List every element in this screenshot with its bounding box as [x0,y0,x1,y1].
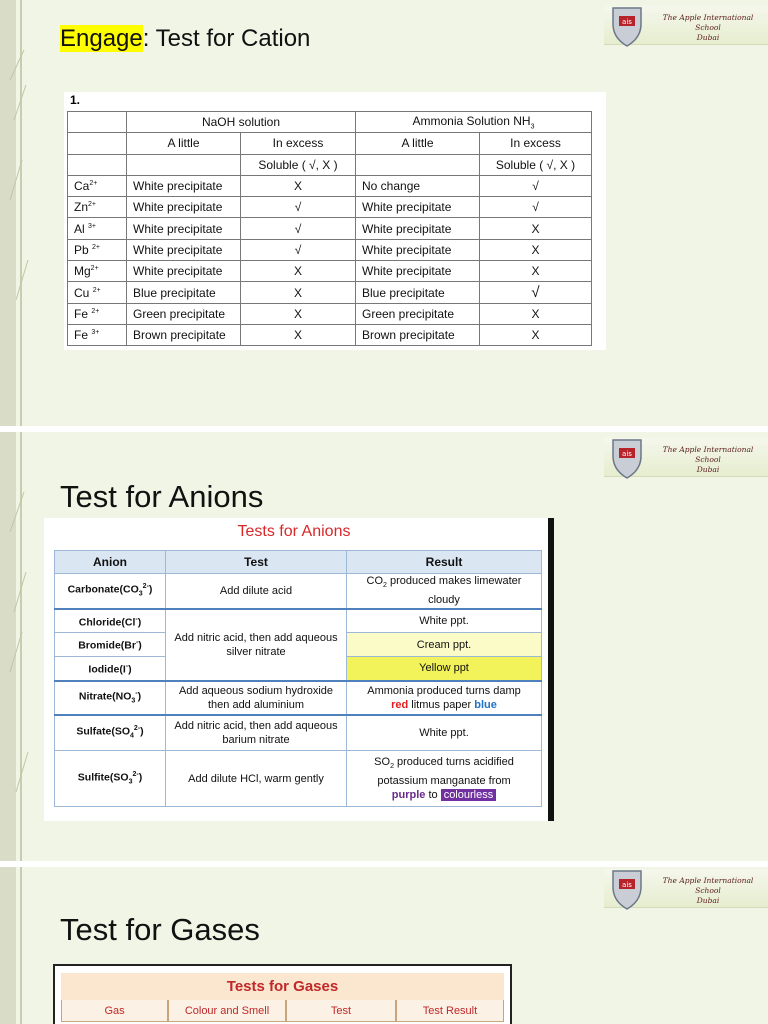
gas-header: Gas [61,1000,168,1022]
slide-anions [0,432,768,861]
arrow-decoration-icon [6,472,34,852]
naoh-little-cell: White precipitate [127,261,241,282]
table-row: Iodide(I-) Yellow ppt [55,657,542,681]
nh3-little-header: A little [356,133,480,154]
table-row [68,218,592,239]
anion-table-title: Tests for Anions [237,523,351,540]
cation-table-image [64,92,606,350]
table-row [68,239,592,260]
ammonia-header: Ammonia Solution $NH_3$ [356,112,592,133]
table-row [68,133,592,154]
nh3-little-cell: White precipitate [356,261,480,282]
naoh-excess-cell: X [241,261,356,282]
table-row: $Sulfate(SO_4^{2-})$ Add nitric acid, then add aqueous barium nitrate White ppt. [55,715,542,751]
nh3-little-cell: Green precipitate [356,303,480,324]
page-title: Test for Gases [60,912,260,947]
table-row: $Carbonate(CO_3^{2-})$ Add dilute acid $CO_2$ produced makes limewater cloudy [55,574,542,609]
naoh-little-cell: White precipitate [127,197,241,218]
naoh-little-cell: White precipitate [127,175,241,196]
table-row [68,175,592,196]
table-row [68,324,592,345]
soluble-header: Soluble ( √, X ) [241,154,356,175]
slide-left-line [20,867,22,1024]
naoh-excess-header: In excess [241,133,356,154]
anion-table-image [44,518,554,821]
nh3-excess-header: In excess [480,133,592,154]
shield-label: ais [622,881,632,889]
nh3-little-cell: White precipitate [356,197,480,218]
naoh-excess-cell: X [241,324,356,345]
question-number: 1. [70,93,81,107]
ion-cell: Fe $^{2+}$ [68,303,127,324]
naoh-excess-cell: √ [241,239,356,260]
page-title: Test for Anions [60,479,264,514]
naoh-little-header: A little [127,133,241,154]
naoh-little-cell: Green precipitate [127,303,241,324]
shield-label: ais [622,18,632,26]
table-row [68,154,592,175]
ion-cell: Al $^{3+}$ [68,218,127,239]
ion-cell: Cu $^{2+}$ [68,282,127,303]
nh3-excess-cell: X [480,324,592,345]
nh3-excess-cell: √ [480,282,592,303]
naoh-excess-cell: X [241,175,356,196]
table-row [68,197,592,218]
school-logo [604,867,768,911]
nh3-little-cell: Brown precipitate [356,324,480,345]
gas-table-header [61,1000,504,1022]
school-name: The Apple International School [662,13,754,32]
gas-table-title: Tests for Gases [61,973,504,1000]
ion-cell: Pb $^{2+}$ [68,239,127,260]
halide-test-cell: Add nitric acid, then add aqueous silver nitrate [166,609,347,681]
ion-cell: $Zn^{2+}$ [68,197,127,218]
ion-cell: $Ca^{2+}$ [68,175,127,196]
table-header-row: Anion Test Result [55,551,542,574]
table-row [68,303,592,324]
shield-icon [608,867,646,911]
shield-label: ais [622,450,632,458]
nh3-little-cell: White precipitate [356,239,480,260]
title-rest: : Test for Cation [142,25,311,52]
naoh-excess-cell: √ [241,218,356,239]
nh3-excess-cell: X [480,218,592,239]
gas-table-image [53,964,512,1024]
naoh-excess-cell: X [241,282,356,303]
school-logo [604,4,768,48]
nh3-little-cell: White precipitate [356,218,480,239]
cation-table [67,111,592,346]
soluble-header: Soluble ( √, X ) [480,154,592,175]
naoh-little-cell: White precipitate [127,218,241,239]
school-name: The Apple International School [662,445,754,464]
shield-icon [608,4,646,48]
nh3-excess-cell: X [480,261,592,282]
colour-smell-header: Colour and Smell [168,1000,286,1022]
table-row: Bromide(Br-) Cream ppt. [55,633,542,657]
nh3-excess-cell: √ [480,175,592,196]
ion-cell: Fe $^{3+}$ [68,324,127,345]
table-row: $Sulfite(SO_3^{2-})$ Add dilute HCl, warm gently $SO_2$ produced turns acidified potassium manganate from purple to colourless [55,751,542,807]
table-row: Chloride(Cl-) Add nitric acid, then add aqueous silver nitrate White ppt. [55,609,542,633]
arrow-decoration-icon [6,40,34,400]
ion-cell: $Mg^{2+}$ [68,261,127,282]
title-highlight: Engage [60,25,143,52]
nh3-little-cell: No change [356,175,480,196]
school-city: Dubai [696,896,720,905]
table-row: $Nitrate(NO_3^-)$ Add aqueous sodium hydroxide then add aluminium Ammonia produced turns damp red litmus paper blue [55,681,542,715]
table-row [68,112,592,133]
nh3-little-cell: Blue precipitate [356,282,480,303]
school-city: Dubai [696,465,720,474]
naoh-header: NaOH solution [127,112,356,133]
slide-cation [0,0,768,426]
naoh-excess-cell: X [241,303,356,324]
slide-left-bar [0,867,16,1024]
image-edge [548,518,554,821]
shield-icon [608,436,646,480]
naoh-little-cell: White precipitate [127,239,241,260]
nh3-excess-cell: √ [480,197,592,218]
test-result-header: Test Result [396,1000,504,1022]
naoh-little-cell: Brown precipitate [127,324,241,345]
nh3-excess-cell: X [480,239,592,260]
page-title [60,25,310,53]
school-logo [604,436,768,480]
naoh-little-cell: Blue precipitate [127,282,241,303]
slide-gases [0,867,768,1024]
test-header: Test [286,1000,396,1022]
nh3-excess-cell: X [480,303,592,324]
school-name: The Apple International School [662,876,754,895]
table-row [68,282,592,303]
school-city: Dubai [696,33,720,42]
table-row [68,261,592,282]
naoh-excess-cell: √ [241,197,356,218]
anion-table [54,550,542,807]
